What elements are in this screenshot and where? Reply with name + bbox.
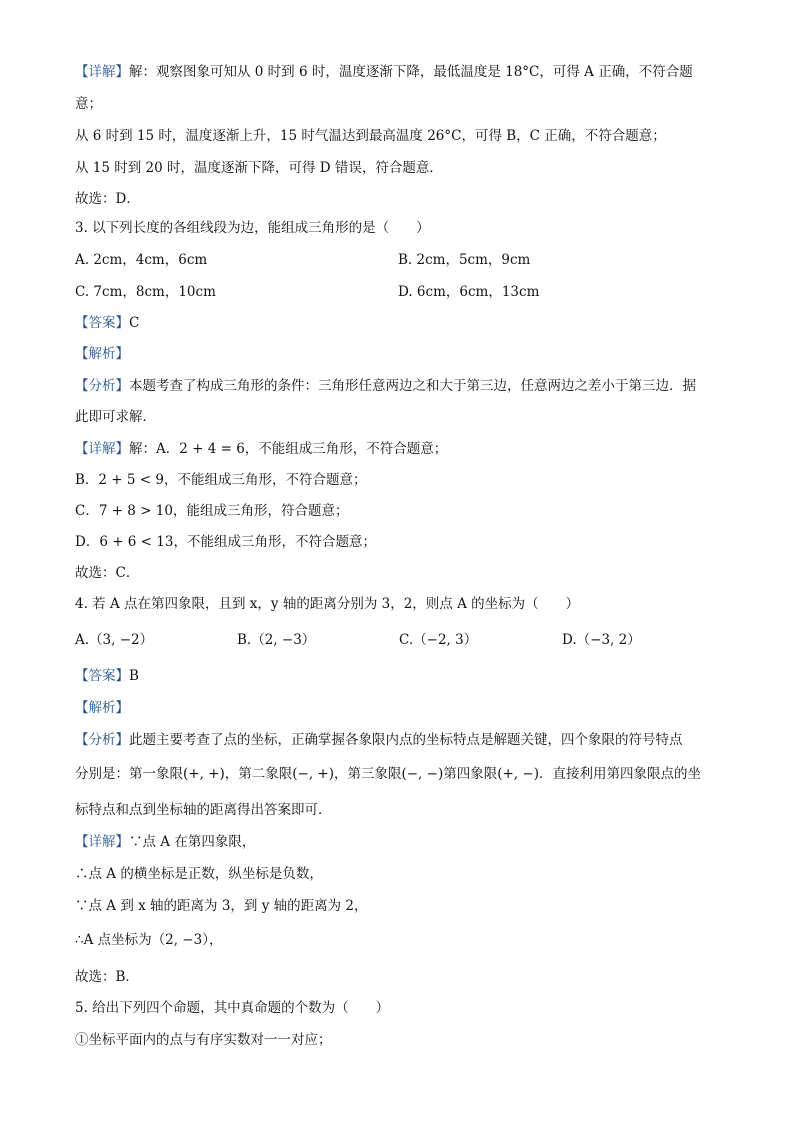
q3-detail-a: 【详解】解：A．2 + 4 = 6，不能组成三角形，不符合题意； [75,441,448,457]
q2-detail-line-2: 意； [75,96,102,112]
q3-fenxi-line-2: 此即可求解． [75,409,156,425]
q4-detail-4: ∴A 点坐标为（2, −3）， [75,932,223,948]
q4-fenxi-line-3: 标特点和点到坐标轴的距离得出答案即可． [75,802,332,818]
q4-detail-3: ∵点 A 到 x 轴的距离为 3，到 y 轴的距离为 2， [75,898,368,914]
answer-tag: 【答案】 [75,668,129,684]
q4-detail-2: ∴点 A 的横坐标是正数，纵坐标是负数， [75,866,323,882]
q3-analysis-tag: 【解析】 [75,346,129,362]
q4-answer: 【答案】B [75,668,139,684]
fenxi-tag: 【分析】 [75,378,129,394]
q2-detail-line-4: 从 15 时到 20 时，温度逐渐下降，可得 D 错误，符合题意． [75,160,443,176]
fenxi-tag: 【分析】 [75,732,129,748]
q4-option-b: B.（2, −3） [237,632,316,648]
q4-fenxi-line-2: 分别是：第一象限(+, +)，第二象限(−, +)，第三象限(−, −)第四象限(+, −)．直接利用第四象限点的坐 [75,766,701,782]
answer-tag: 【答案】 [75,315,129,331]
q4-question: 4. 若 A 点在第四象限，且到 x，y 轴的距离分别为 3，2，则点 A 的坐标为（ ） [75,596,580,612]
q2-choose: 故选：D． [75,191,140,207]
q4-option-a: A.（3, −2） [75,632,154,648]
q3-choose: 故选：C． [75,565,140,581]
q3-answer: 【答案】C [75,315,140,331]
q4-fenxi-line-1: 【分析】此题主要考查了点的坐标，正确掌握各象限内点的坐标特点是解题关键，四个象限的符号特点 [75,732,683,748]
q3-option-a: A. 2cm，4cm，6cm [75,252,208,268]
q3-detail-c: C．7 + 8 > 10，能组成三角形，符合题意； [75,503,349,519]
q3-option-d: D. 6cm，6cm，13cm [398,284,540,300]
q3-detail-d: D．6 + 6 < 13，不能组成三角形，不符合题意； [75,534,376,550]
q4-choose: 故选：B． [75,969,139,985]
q2-detail-line-1: 【详解】解：观察图象可知从 0 时到 6 时，温度逐渐下降，最低温度是 18°C，可得 A 正确，不符合题 [75,64,693,80]
detail-tag: 【详解】 [75,441,129,457]
q3-question: 3. 以下列长度的各组线段为边，能组成三角形的是（ ） [75,220,430,236]
q3-detail-b: B．2 + 5 < 9，不能组成三角形，不符合题意； [75,472,367,488]
q2-detail-line-3: 从 6 时到 15 时，温度逐渐上升，15 时气温达到最高温度 26°C，可得 B，C 正确，不符合题意； [75,128,666,144]
q4-detail-1: 【详解】∵点 A 在第四象限， [75,834,256,850]
q4-option-c: C.（−2, 3） [399,632,478,648]
q3-option-c: C. 7cm，8cm，10cm [75,284,216,300]
q5-item-1: ①坐标平面内的点与有序实数对一一对应； [75,1032,332,1048]
q4-option-d: D.（−3, 2） [562,632,641,648]
q3-fenxi-line-1: 【分析】本题考查了构成三角形的条件：三角形任意两边之和大于第三边，任意两边之差小于第三边．据 [75,378,696,394]
detail-tag: 【详解】 [75,64,129,80]
q4-analysis-tag: 【解析】 [75,700,129,716]
q3-option-b: B. 2cm，5cm，9cm [398,252,531,268]
detail-tag: 【详解】 [75,834,129,850]
q5-question: 5. 给出下列四个命题，其中真命题的个数为（ ） [75,1000,390,1016]
